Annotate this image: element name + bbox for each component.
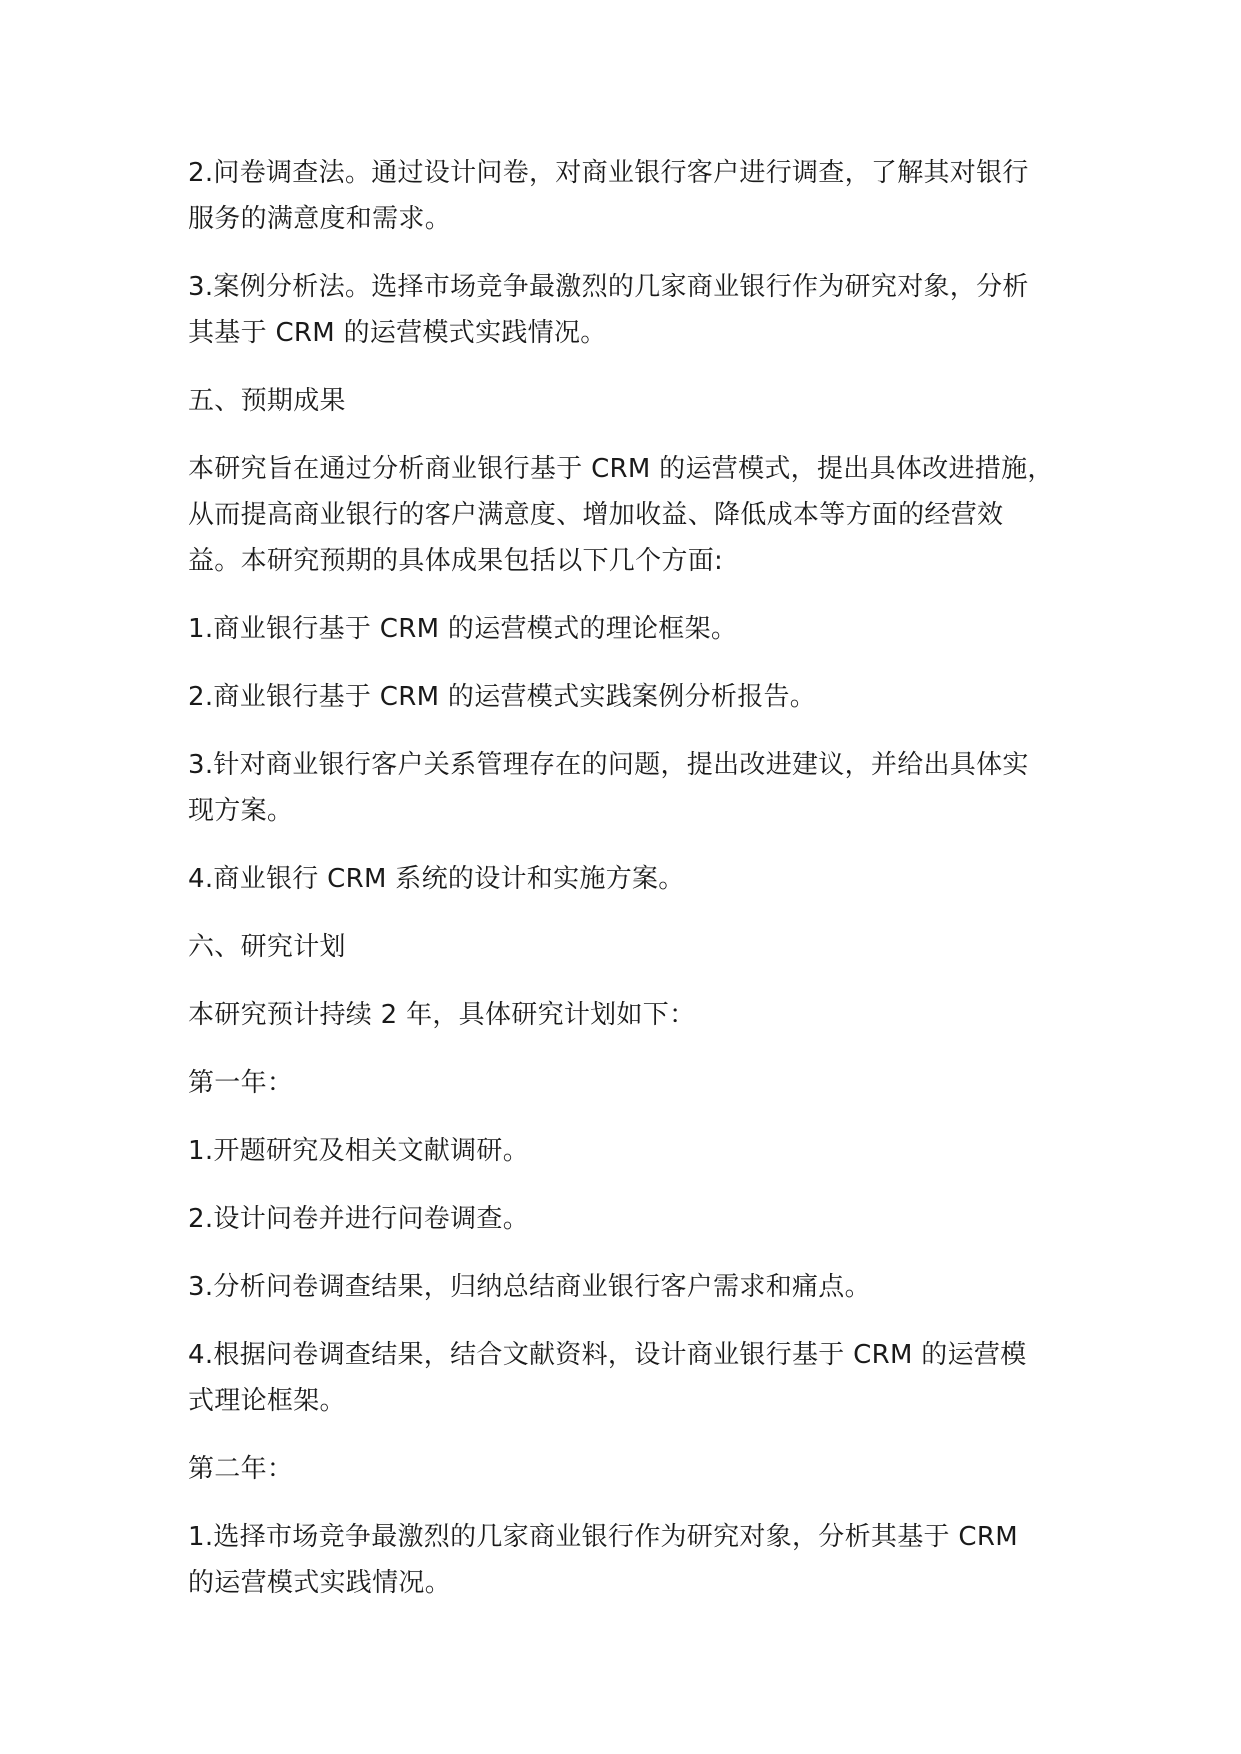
result-item-1	[188, 606, 1068, 652]
text-line: 第一年：	[188, 1068, 294, 1098]
year-one-item-1	[188, 1128, 1068, 1174]
text-line: 1.选择市场竞争最激烈的几家商业银行作为研究对象，分析其基于 CRM	[188, 1522, 1018, 1552]
text-line: 益。本研究预期的具体成果包括以下几个方面:	[188, 546, 724, 576]
text-line: 1.商业银行基于 CRM 的运营模式的理论框架。	[188, 614, 738, 644]
method-case-analysis-paragraph	[188, 264, 1068, 356]
year-one-label	[188, 1060, 1068, 1106]
text-line: 3.针对商业银行客户关系管理存在的问题，提出改进建议，并给出具体实	[188, 750, 1029, 780]
text-line: 现方案。	[188, 796, 294, 826]
text-line: 从而提高商业银行的客户满意度、增加收益、降低成本等方面的经营效	[188, 500, 1004, 530]
text-line: 1.开题研究及相关文献调研。	[188, 1136, 530, 1166]
method-questionnaire-paragraph	[188, 150, 1068, 242]
year-two-item-1	[188, 1514, 1068, 1606]
result-item-2	[188, 674, 1068, 720]
text-line: 本研究预计持续 2 年，具体研究计划如下：	[188, 1000, 696, 1030]
section-heading-expected-results	[188, 378, 1068, 424]
text-line: 本研究旨在通过分析商业银行基于 CRM 的运营模式，提出具体改进措施，	[188, 454, 1054, 484]
text-line: 服务的满意度和需求。	[188, 204, 452, 234]
text-line: 4.根据问卷调查结果，结合文献资料，设计商业银行基于 CRM 的运营模	[188, 1340, 1027, 1370]
year-one-item-4	[188, 1332, 1068, 1424]
year-two-label	[188, 1446, 1068, 1492]
text-line: 2.商业银行基于 CRM 的运营模式实践案例分析报告。	[188, 682, 817, 712]
text-line: 3.案例分析法。选择市场竞争最激烈的几家商业银行作为研究对象，分析	[188, 272, 1029, 302]
text-line: 2.设计问卷并进行问卷调查。	[188, 1204, 530, 1234]
result-item-3	[188, 742, 1068, 834]
document-body	[188, 150, 1068, 1628]
text-line: 第二年：	[188, 1454, 294, 1484]
result-item-4	[188, 856, 1068, 902]
text-line: 4.商业银行 CRM 系统的设计和实施方案。	[188, 864, 685, 894]
text-line: 3.分析问卷调查结果，归纳总结商业银行客户需求和痛点。	[188, 1272, 871, 1302]
research-plan-intro	[188, 992, 1068, 1038]
text-line: 式理论框架。	[188, 1386, 346, 1416]
heading-text: 五、预期成果	[188, 386, 346, 416]
heading-text: 六、研究计划	[188, 932, 346, 962]
expected-results-intro-paragraph	[188, 446, 1068, 584]
text-line: 的运营模式实践情况。	[188, 1568, 452, 1598]
year-one-item-3	[188, 1264, 1068, 1310]
section-heading-research-plan	[188, 924, 1068, 970]
year-one-item-2	[188, 1196, 1068, 1242]
text-line: 其基于 CRM 的运营模式实践情况。	[188, 318, 607, 348]
text-line: 2.问卷调查法。通过设计问卷，对商业银行客户进行调查，了解其对银行	[188, 158, 1029, 188]
